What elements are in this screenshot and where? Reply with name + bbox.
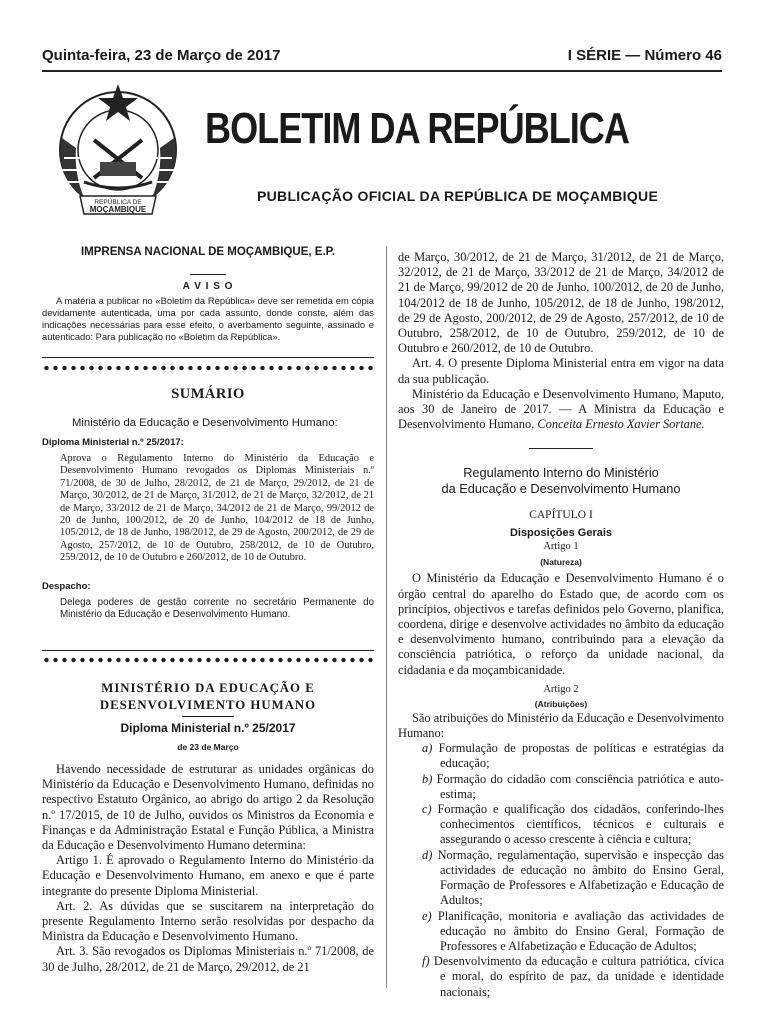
diploma-label: Diploma Ministerial n.º 25/2017: (42, 437, 184, 448)
divider (42, 357, 374, 358)
attribution-letter: f) (422, 954, 430, 969)
attribution-letter: c) (422, 802, 432, 817)
attribution-item (398, 741, 724, 771)
right-column (398, 250, 724, 1000)
chapter-subtitle: Disposições Gerais (509, 527, 613, 540)
signoff (398, 387, 724, 433)
attribution-letter: a) (422, 741, 433, 756)
attribution-text: Desenvolvimento da educação e cultura patriótica, cívica e moral, do espírito de paz, da unidade e identidade nacionais; (433, 954, 724, 999)
decree-article-3: Art. 3. São revogados os Diplomas Ministeriais n.º 71/2008, de 30 de Julho, 28/2012, de 21 de Março, 29/2012, de 21 (42, 944, 374, 974)
attributions-list (398, 741, 724, 999)
short-rule (190, 274, 226, 275)
aviso-title: A V I S O (182, 281, 234, 292)
article-1-subtitle: (Natureza) (540, 557, 582, 568)
regulation-title-line-2: da Educação e Desenvolvimento Humano (441, 481, 681, 497)
coat-of-arms-emblem (44, 78, 192, 228)
attribution-item (398, 909, 724, 955)
signoff-text: Ministério da Educação e Desenvolvimento Humano, Maputo, aos 30 de Janeiro de 2017. — A Ministra da Educação e Desenvolvimento Humano, (398, 386, 724, 432)
attribution-letter: d) (422, 847, 433, 862)
article-1-heading: Artigo 1 (543, 541, 579, 553)
series-number: I SÉRIE — Número 46 (567, 47, 722, 64)
short-rule (529, 448, 593, 449)
decree-article-1: Artigo 1. É aprovado o Regulamento Interno do Ministério da Educação e Desenvolvimento Humano, em anexo e que é parte integrante do presente Diploma Ministerial. (42, 853, 374, 898)
dotted-divider (42, 364, 374, 372)
aviso-text: A matéria a publicar no «Boletim da República» deve ser remetida em cópia devidamente autenticada, uma por cada assunto, donde conste, além das indicações necessárias para esse efeito, o averbamento seguinte, assinado e autenticado: Para publicação no «Boletim da República». (42, 295, 374, 342)
short-rule (182, 716, 234, 717)
decree-section (42, 680, 374, 975)
dotted-divider (42, 656, 374, 664)
attribution-letter: e) (422, 908, 432, 923)
imprensa-heading: IMPRENSA NACIONAL DE MOÇAMBIQUE, E.P. (80, 246, 336, 258)
ministry-section-title: MINISTÉRIO DA EDUCAÇÃO E DESENVOLVIMENTO HUMANO (99, 681, 317, 712)
attribution-letter: b) (422, 771, 433, 786)
emblem-text-1: REPÚBLICA DE (94, 199, 142, 206)
attribution-text: Formação do cidadão com consciência patriótica e auto-estima; (436, 771, 724, 801)
attribution-item (398, 848, 724, 909)
decree-article-2: Art. 2. As dúvidas que se suscitarem na interpretação do presente Regulamento Interno serão resolvidas por despacho da Ministra da Educação e Desenvolvimento Humano. (42, 898, 374, 944)
revocation-continuation: de Março, 30/2012, de 21 de Março, 31/2012, de 21 de Março, 32/2012, de 21 de Março, 33/2012 de 21 de Março, 34/2012 de 21 de Março, 99/2012 de 20 de Junho, 100/2012, de 20 de Junho, 104/2012 de 18 de Junho, 105/2012, de 18 de Junho, 198/2012, de 29 de Agosto, 200/2012, de 29 de Agosto, 257/2012, de 10 de Outubro, 258/2012, de 10 de Outubro, 259/2012, de 10 de Outubro e 260/2012, de 10 de Outubro. (398, 250, 724, 356)
signoff-signatory: Conceita Ernesto Xavier Sortane. (537, 417, 705, 432)
regulation-title (398, 465, 724, 497)
emblem-text-2: MOÇAMBIQUE (89, 205, 147, 214)
article-1-text: O Ministério da Educação e Desenvolvimento Humano é o órgão central do aparelho do Estado que, de acordo com os princípios, objectivos e tarefas definidos pelo Governo, planifica, coordena, dirige e desenvolve actividades no âmbito da educação e desenvolvimento humano, contribuindo para a elevação da consciência patriótica, o reforço da unidade nacional, da cidadania e da moçambicanidade. (398, 571, 724, 677)
chapter-heading: CAPÍTULO I (529, 509, 593, 522)
attribution-item (398, 954, 724, 1000)
divider (42, 650, 374, 651)
attribution-text: Normação, regulamentação, supervisão e inspecção das actividades de educação no âmbito do Ensino Geral, Formação de Professores e Alfabetização e Educação de Adultos; (437, 847, 724, 908)
article-4: Art. 4. O presente Diploma Ministerial entra em vigor na data da sua publicação. (398, 356, 724, 386)
article-2-subtitle: (Atribuições) (534, 698, 588, 709)
despacho-text: Delega poderes de gestão corrente no secretário Permanente do Ministério da Educação e Desenvolvimento Humano. (60, 596, 374, 620)
despacho-label: Despacho: (42, 580, 91, 592)
attribution-text: Formação e qualificação dos cidadãos, conferindo-lhes conhecimentos científicos, técnicos e culturais e assegurando o acesso crescente à ciência e cultura; (437, 802, 724, 847)
attribution-text: Planificação, monitoria e avaliação das actividades de educação no âmbito do Ensino Geral, Formação de Professores e Alfabetização e Educação de Adultos; (437, 908, 724, 953)
attribution-text: Formulação de propostas de políticas e estratégias da educação; (438, 741, 724, 771)
regulation-title-line-1: Regulamento Interno do Ministério (463, 465, 659, 481)
attribution-item (398, 772, 724, 802)
diploma-date: de 23 de Março (177, 742, 239, 752)
article-2-heading: Artigo 2 (543, 683, 579, 695)
article-2-intro: São atribuições do Ministério da Educação e Desenvolvimento Humano: (398, 710, 724, 741)
left-column (42, 246, 374, 343)
sumario-section (42, 386, 374, 621)
attribution-item (398, 802, 724, 848)
masthead-title: BOLETIM DA REPÚBLICA (205, 104, 629, 153)
diploma-title: Diploma Ministerial n.º 25/2017 (120, 721, 296, 735)
publication-date: Quinta-feira, 23 de Março de 2017 (42, 47, 281, 64)
masthead-subtitle: PUBLICAÇÃO OFICIAL DA REPÚBLICA DE MOÇAMBIQUE (257, 188, 659, 204)
sumario-heading: SUMÁRIO (171, 386, 245, 402)
column-separator (386, 246, 387, 988)
decree-preamble: Havendo necessidade de estruturar as unidades orgânicas do Ministério da Educação e Desenvolvimento Humano, definidas no respectivo Estatuto Orgânico, ao abrigo do artigo 2 da Resolução n.º 17/2015, de 10 de Julho, ouvidos os Ministros da Economia e Finanças e da Administração Estatal e Função Pública, a Ministra da Educação e Desenvolvimento Humano determina: (42, 762, 374, 853)
ministerio-line: Ministério da Educação e Desenvolvimento Humano: (72, 417, 338, 429)
header-rule (42, 70, 722, 72)
diploma-summary: Aprova o Regulamento Interno do Ministério da Educação e Desenvolvimento Humano revogados os Diplomas Ministeriais n.º 71/2008, de 30 de Julho, 28/2012, de 21 de Março, 29/2012, de 21 de Março, 30/2012, de 21 de Março, 31/2012, de 21 de Março, 32/2012, de 21 de Março, 33/2012 de 21 de Março, 34/2012 de 21 de Março, 99/2012 de 20 de Junho, 100/2012, de 20 de Junho, 104/2012 de 18 de Junho, 105/2012, de 18 de Junho, 198/2012, de 29 de Agosto, 200/2012, de 29 de Agosto, 257/2012, de 10 de Outubro, 258/2012, de 10 de Outubro, 259/2012, de 10 de Outubro e 260/2012, de 10 de Outubro. (60, 453, 374, 564)
